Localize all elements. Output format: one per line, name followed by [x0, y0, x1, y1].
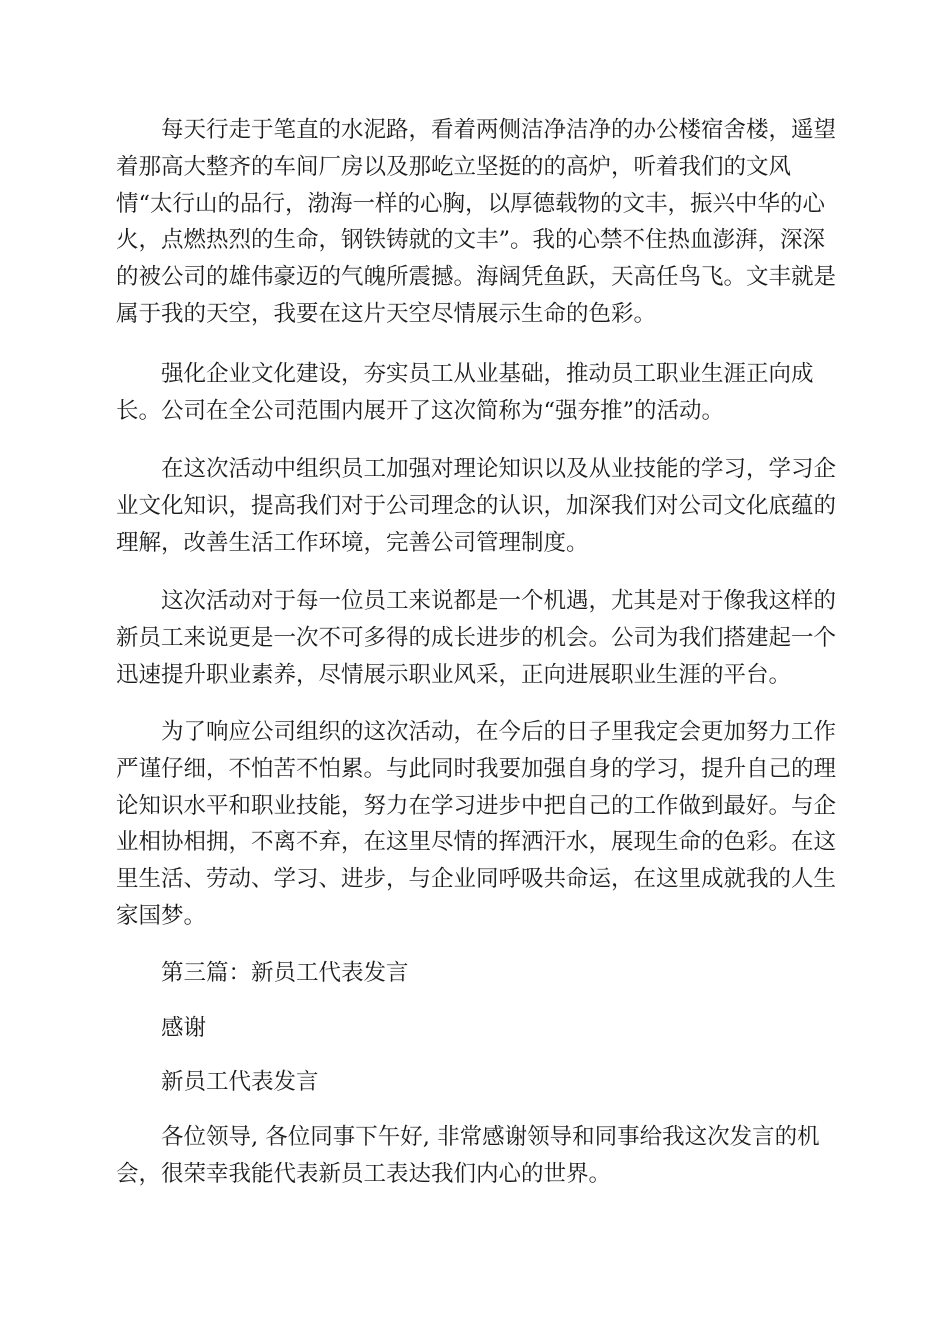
paragraph-commitment	[116, 714, 836, 935]
paragraph-activity-content	[116, 451, 836, 561]
text-line: 火，点燃热烈的生命，钢铁铸就的文丰”。我的心禁不住热血澎湃，深深	[116, 227, 826, 254]
text-line: 为了响应公司组织的这次活动，在今后的日子里我定会更加努力工作	[161, 719, 837, 745]
text-line: 强化企业文化建设，夯实员工从业基础，推动员工职业生涯正向成	[161, 361, 814, 387]
text-line: 的被公司的雄伟豪迈的气魄所震撼。海阔凭鱼跃，天高任鸟飞。文丰就是	[116, 264, 837, 291]
text-line: 理解，改善生活工作环境，完善公司管理制度。	[116, 529, 589, 556]
text-line: 感谢	[161, 1015, 207, 1041]
text-line: 新员工来说更是一次不可多得的成长进步的机会。公司为我们搭建起一个	[116, 624, 837, 651]
text-line: 各位领导, 各位同事下午好, 非常感谢领导和同事给我这次发言的机	[161, 1124, 820, 1150]
text-line: 业文化知识，提高我们对于公司理念的认识，加深我们对公司文化底蕴的	[116, 492, 837, 519]
text-line: 新员工代表发言	[161, 1069, 319, 1095]
text-line: 着那高大整齐的车间厂房以及那屹立坚挺的的高炉，听着我们的文风	[116, 153, 792, 180]
text-line: 家国梦。	[116, 902, 207, 929]
text-line: 这次活动对于每一位员工来说都是一个机遇，尤其是对于像我这样的	[161, 588, 837, 614]
text-line: 会，很荣幸我能代表新员工表达我们内心的世界。	[116, 1160, 612, 1187]
text-line: 每天行走于笔直的水泥路，看着两侧洁净洁净的办公楼宿舍楼，遥望	[161, 117, 837, 143]
section-heading	[116, 955, 836, 992]
paragraph-workplace-impression	[116, 112, 836, 333]
thanks-heading	[116, 1010, 836, 1047]
paragraph-culture-building	[116, 356, 836, 430]
text-line: 属于我的天空，我要在这片天空尽情展示生命的色彩。	[116, 300, 657, 327]
text-line: 第三篇：新员工代表发言	[161, 960, 409, 986]
text-line: 严谨仔细，不怕苦不怕累。与此同时我要加强自身的学习，提升自己的理	[116, 755, 837, 782]
paragraph-opportunity	[116, 583, 836, 693]
text-line: 业相协相拥，不离不弃，在这里尽情的挥洒汗水，展现生命的色彩。在这	[116, 829, 837, 856]
text-line: 长。公司在全公司范围内展开了这次简称为“强夯推”的活动。	[116, 397, 725, 424]
text-line: 里生活、劳动、学习、进步，与企业同呼吸共命运，在这里成就我的人生	[116, 866, 837, 893]
text-line: 迅速提升职业素养，尽情展示职业风采，正向进展职业生涯的平台。	[116, 661, 792, 688]
paragraph-greeting	[116, 1119, 836, 1193]
speech-title	[116, 1064, 836, 1101]
text-line: 在这次活动中组织员工加强对理论知识以及从业技能的学习，学习企	[161, 456, 837, 482]
text-line: 论知识水平和职业技能，努力在学习进步中把自己的工作做到最好。与企	[116, 792, 837, 819]
text-line: 情“太行山的品行，渤海一样的心胸，以厚德载物的文丰，振兴中华的心	[116, 190, 826, 217]
